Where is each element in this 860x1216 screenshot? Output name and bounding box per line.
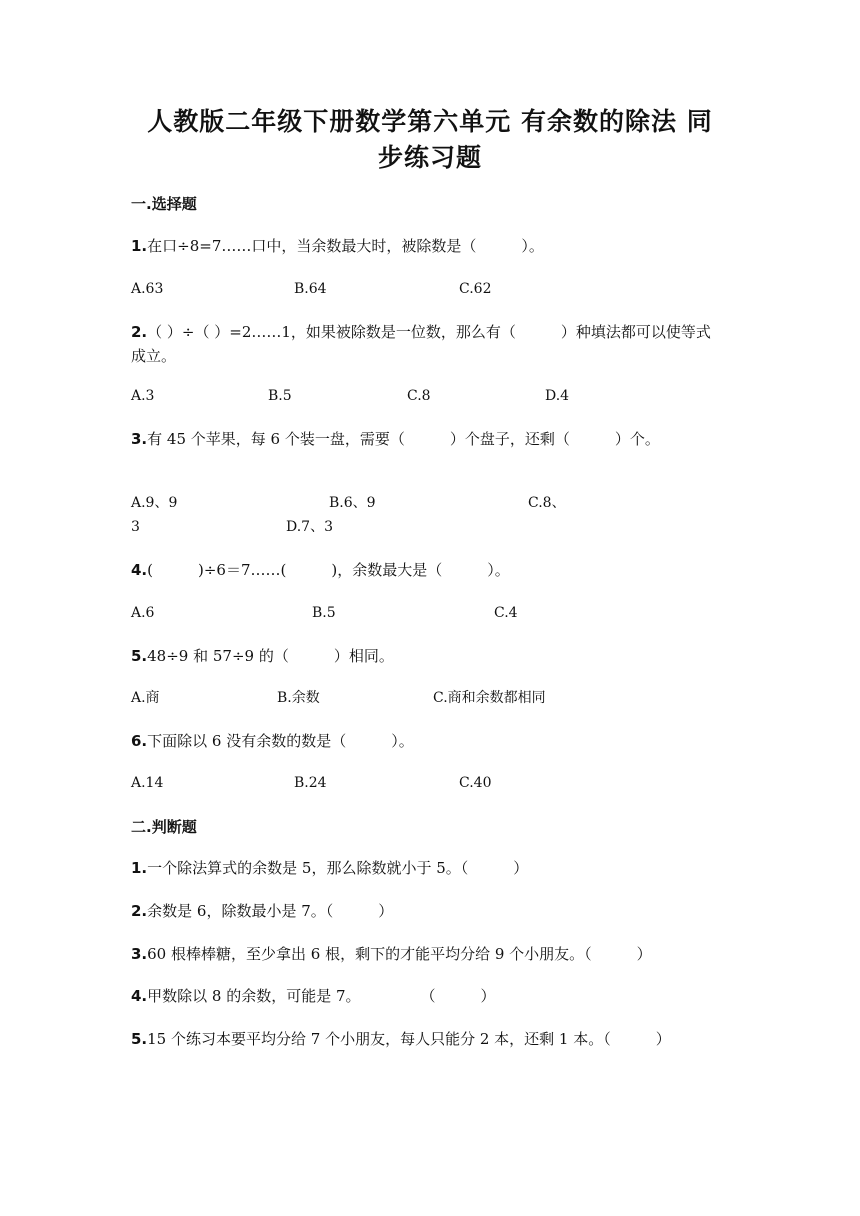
question-text: 48÷9 和 57÷9 的（ ）相同。 <box>147 647 394 665</box>
judge-question-3 <box>131 942 721 966</box>
question-text: 有 45 个苹果，每 6 个装一盘，需要（ ）个盘子，还剩（ ）个。 <box>147 430 660 448</box>
option-d: D.4 <box>545 388 570 404</box>
question-number: 3. <box>131 945 148 963</box>
question-text: 下面除以 6 没有余数的数是（ ）。 <box>147 732 414 750</box>
option-a: A.3 <box>131 388 155 404</box>
question-text: 余数是 6，除数最小是 7。（ ） <box>147 902 394 920</box>
option-c: C.4 <box>494 605 518 621</box>
question-number: 5. <box>131 647 148 665</box>
choice-question-5 <box>131 644 721 668</box>
question-number: 2. <box>131 902 148 920</box>
judge-question-2 <box>131 899 721 923</box>
question-text: （ ）÷（ ）=2……1，如果被除数是一位数，那么有（ ）种填法都可以使等式成立。 <box>131 323 711 365</box>
option-b: B.6、9 <box>329 495 376 511</box>
question-text: ( )÷6＝7……( )，余数最大是（ ）。 <box>147 561 510 579</box>
option-a: A.63 <box>131 281 164 297</box>
question-number: 4. <box>131 987 148 1005</box>
question-number: 1. <box>131 237 148 255</box>
question-number: 5. <box>131 1030 148 1048</box>
question-text: 15 个练习本要平均分给 7 个小朋友，每人只能分 2 本，还剩 1 本。（ ） <box>147 1030 671 1048</box>
option-a: A.14 <box>131 775 164 791</box>
question-number: 1. <box>131 859 148 877</box>
section-heading-judge: 二.判断题 <box>131 818 197 836</box>
question-text: 60 根棒棒糖，至少拿出 6 根，剩下的才能平均分给 9 个小朋友。（ ） <box>147 945 652 963</box>
choice-question-6 <box>131 729 721 753</box>
option-c-continued: 3 <box>131 519 140 535</box>
option-c: C.8、 <box>528 495 566 511</box>
title-line-2: 步练习题 <box>377 143 482 172</box>
judge-question-4 <box>131 984 721 1008</box>
question-text: 甲数除以 8 的余数，可能是 7。 （ ） <box>147 987 496 1005</box>
question-number: 4. <box>131 561 148 579</box>
question-number: 3. <box>131 430 148 448</box>
option-b: B.64 <box>294 281 327 297</box>
question-number: 2. <box>131 323 148 341</box>
question-text: 一个除法算式的余数是 5，那么除数就小于 5。（ ） <box>147 859 529 877</box>
title-line-1: 人教版二年级下册数学第六单元 有余数的除法 同 <box>147 107 713 136</box>
section-heading-choice: 一.选择题 <box>131 195 197 213</box>
option-a: A.6 <box>131 605 155 621</box>
option-a: A.9、9 <box>131 495 178 511</box>
option-c: C.40 <box>459 775 492 791</box>
choice-question-4 <box>131 558 721 582</box>
option-b: B.余数 <box>277 690 320 706</box>
question-text: 在口÷8=7……口中，当余数最大时，被除数是（ ）。 <box>147 237 544 255</box>
page-title <box>130 104 730 176</box>
option-b: B.5 <box>312 605 336 621</box>
choice-question-1 <box>131 234 721 258</box>
option-b: B.24 <box>294 775 327 791</box>
option-c: C.62 <box>459 281 492 297</box>
judge-question-5 <box>131 1027 721 1051</box>
option-c: C.商和余数都相同 <box>433 690 546 706</box>
option-d: D.7、3 <box>286 519 333 535</box>
question-number: 6. <box>131 732 148 750</box>
option-b: B.5 <box>268 388 292 404</box>
choice-question-3 <box>131 427 721 451</box>
option-a: A.商 <box>131 690 160 706</box>
option-c: C.8 <box>407 388 431 404</box>
judge-question-1 <box>131 856 721 880</box>
choice-question-2 <box>131 320 721 368</box>
